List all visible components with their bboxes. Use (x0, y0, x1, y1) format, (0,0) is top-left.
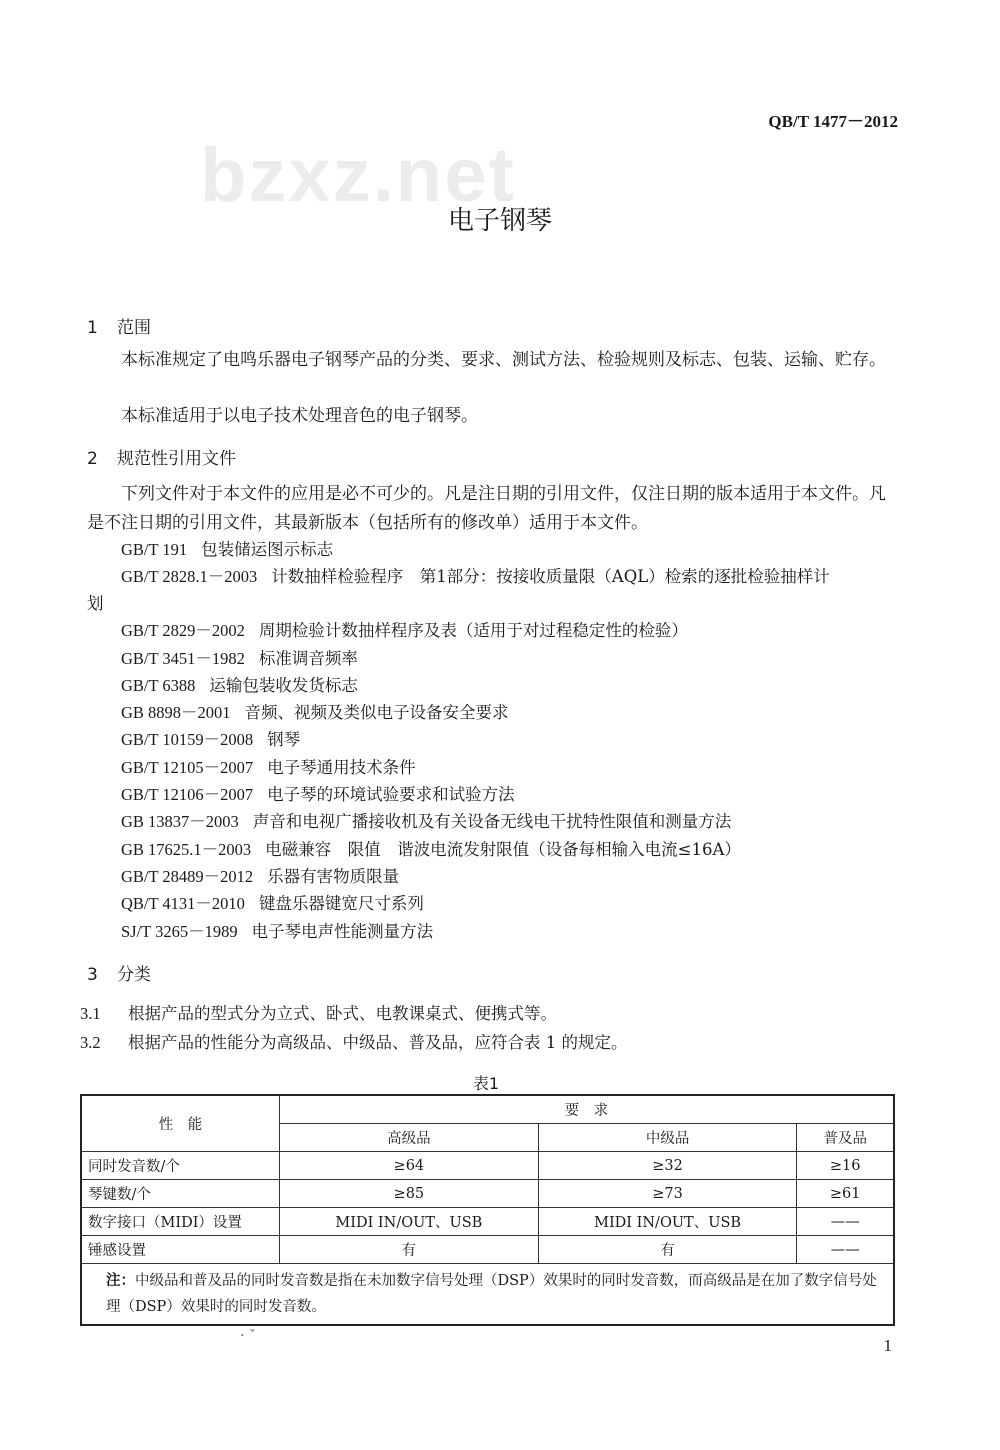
header-grade-basic: 普及品 (797, 1124, 894, 1152)
note-text: 中级品和普及品的同时发音数是指在未加数字信号处理（DSP）效果时的同时发音数，而高级品是在加了数字信号处理（DSP）效果时的同时发音数。 (106, 1273, 877, 1315)
section-heading-scope (87, 313, 151, 338)
classification-table (80, 1094, 895, 1326)
reference-item (121, 617, 899, 644)
cell-value: ≥16 (797, 1152, 894, 1180)
reference-title: 周期检验计数抽样程序及表（适用于对过程稳定性的检验） (258, 621, 688, 641)
scope-paragraph-2: 本标准适用于以电子技术处理音色的电子钢琴。 (121, 406, 478, 426)
cell-value: ≥61 (797, 1180, 894, 1208)
reference-title: 运输包装收发货标志 (209, 675, 358, 695)
reference-code: GB 17625.1－2003 (121, 839, 252, 859)
table-note (81, 1264, 894, 1326)
section-title: 分类 (117, 965, 151, 985)
section-number: 2 (87, 449, 98, 469)
reference-code: GB 13837－2003 (121, 812, 239, 832)
scope-paragraph-1: 本标准规定了电鸣乐器电子钢琴产品的分类、要求、测试方法、检验规则及标志、包装、运输、贮存。 (121, 350, 886, 370)
reference-code: QB/T 4131－2010 (121, 894, 245, 914)
clause-3-1 (80, 1000, 557, 1024)
section-title: 规范性引用文件 (117, 449, 236, 469)
clause-number: 3.2 (80, 1033, 101, 1052)
reference-title: 声音和电视广播接收机及有关设备无线电干扰特性限值和测量方法 (252, 812, 732, 832)
cell-value: MIDI IN/OUT、USB (280, 1208, 539, 1236)
reference-code: GB/T 12105－2007 (121, 757, 254, 777)
clause-number: 3.1 (80, 1004, 101, 1023)
reference-code: GB/T 2828.1－2003 (121, 567, 258, 587)
reference-item (121, 836, 899, 863)
reference-title: 电磁兼容 限值 谐波电流发射限值（设备每相输入电流≤16A） (265, 839, 741, 859)
reference-code: GB/T 28489－2012 (121, 866, 254, 886)
header-performance: 性 能 (81, 1095, 280, 1152)
section-number: 1 (87, 318, 98, 338)
reference-item (87, 563, 899, 617)
row-label: 数字接口（MIDI）设置 (81, 1208, 280, 1236)
reference-title: 计数抽样检验程序 第1部分：按接收质量限（AQL）检索的逐批检验抽样计 (271, 567, 830, 587)
reference-code: GB/T 3451－1982 (121, 648, 245, 668)
reference-code: GB/T 10159－2008 (121, 730, 254, 750)
cell-value: 有 (538, 1236, 797, 1264)
clause-3-2 (80, 1029, 628, 1053)
reference-item (121, 645, 899, 672)
table-row (81, 1180, 894, 1208)
reference-code: GB 8898－2001 (121, 703, 231, 723)
reference-item (121, 536, 899, 563)
reference-item (121, 808, 899, 835)
reference-title-continuation: 划 (87, 594, 104, 614)
header-grade-mid: 中级品 (538, 1124, 797, 1152)
reference-title: 包装储运图示标志 (201, 540, 334, 559)
reference-code: SJ/T 3265－1989 (121, 921, 238, 941)
reference-item (121, 699, 899, 726)
cell-value: 有 (280, 1236, 539, 1264)
standard-code: QB/T 1477－2012 (768, 112, 898, 131)
table-row (81, 1208, 894, 1236)
clause-text: 根据产品的性能分为高级品、中级品、普及品，应符合表 1 的规定。 (128, 1033, 628, 1052)
cell-value: ≥73 (538, 1180, 797, 1208)
header-grade-high: 高级品 (280, 1124, 539, 1152)
cell-value: MIDI IN/OUT、USB (538, 1208, 797, 1236)
reference-title: 电子琴的环境试验要求和试验方法 (267, 785, 515, 805)
section-heading-classification (87, 960, 151, 985)
reference-title: 键盘乐器键宽尺寸系列 (258, 894, 424, 914)
cell-value: ≥32 (538, 1152, 797, 1180)
section-heading-normative-references (87, 444, 236, 469)
references-intro: 下列文件对于本文件的应用是必不可少的。凡是注日期的引用文件，仅注日期的版本适用于本文件。凡是不注日期的引用文件，其最新版本（包括所有的修改单）适用于本文件。 (87, 484, 886, 533)
row-label: 同时发音数/个 (81, 1152, 280, 1180)
table-note-row (81, 1264, 894, 1326)
reference-item (121, 726, 899, 753)
section-title: 范围 (117, 318, 151, 338)
cell-value: —— (797, 1208, 894, 1236)
row-label: 琴键数/个 (81, 1180, 280, 1208)
header-requirements: 要 求 (280, 1095, 895, 1124)
reference-item (121, 672, 899, 699)
reference-item (121, 918, 899, 945)
reference-code: GB/T 191 (121, 540, 188, 559)
section-number: 3 (87, 965, 98, 985)
scan-mark: · ˇ (240, 1328, 256, 1344)
table-row (81, 1236, 894, 1264)
table-row (81, 1152, 894, 1180)
reference-item (121, 890, 899, 917)
reference-title: 电子琴电声性能测量方法 (251, 921, 434, 941)
page-number: 1 (883, 1336, 892, 1355)
watermark: bzxz.net (200, 133, 516, 218)
document-title: 电子钢琴 (447, 206, 552, 236)
row-label: 锤感设置 (81, 1236, 280, 1264)
reference-item (121, 781, 899, 808)
reference-title: 音频、视频及类似电子设备安全要求 (244, 703, 509, 723)
reference-code: GB/T 2829－2002 (121, 621, 245, 641)
reference-code: GB/T 12106－2007 (121, 785, 254, 805)
cell-value: ≥85 (280, 1180, 539, 1208)
reference-title: 乐器有害物质限量 (267, 866, 400, 886)
cell-value: —— (797, 1236, 894, 1264)
reference-title: 电子琴通用技术条件 (267, 757, 416, 777)
reference-code: GB/T 6388 (121, 675, 196, 695)
clause-text: 根据产品的型式分为立式、卧式、电教课桌式、便携式等。 (128, 1004, 557, 1023)
note-label: 注： (106, 1273, 135, 1289)
reference-title: 标准调音频率 (258, 648, 358, 668)
reference-title: 钢琴 (267, 730, 301, 750)
reference-item (121, 863, 899, 890)
reference-list (87, 536, 899, 945)
cell-value: ≥64 (280, 1152, 539, 1180)
reference-item (121, 754, 899, 781)
table-caption: 表1 (472, 1074, 500, 1093)
